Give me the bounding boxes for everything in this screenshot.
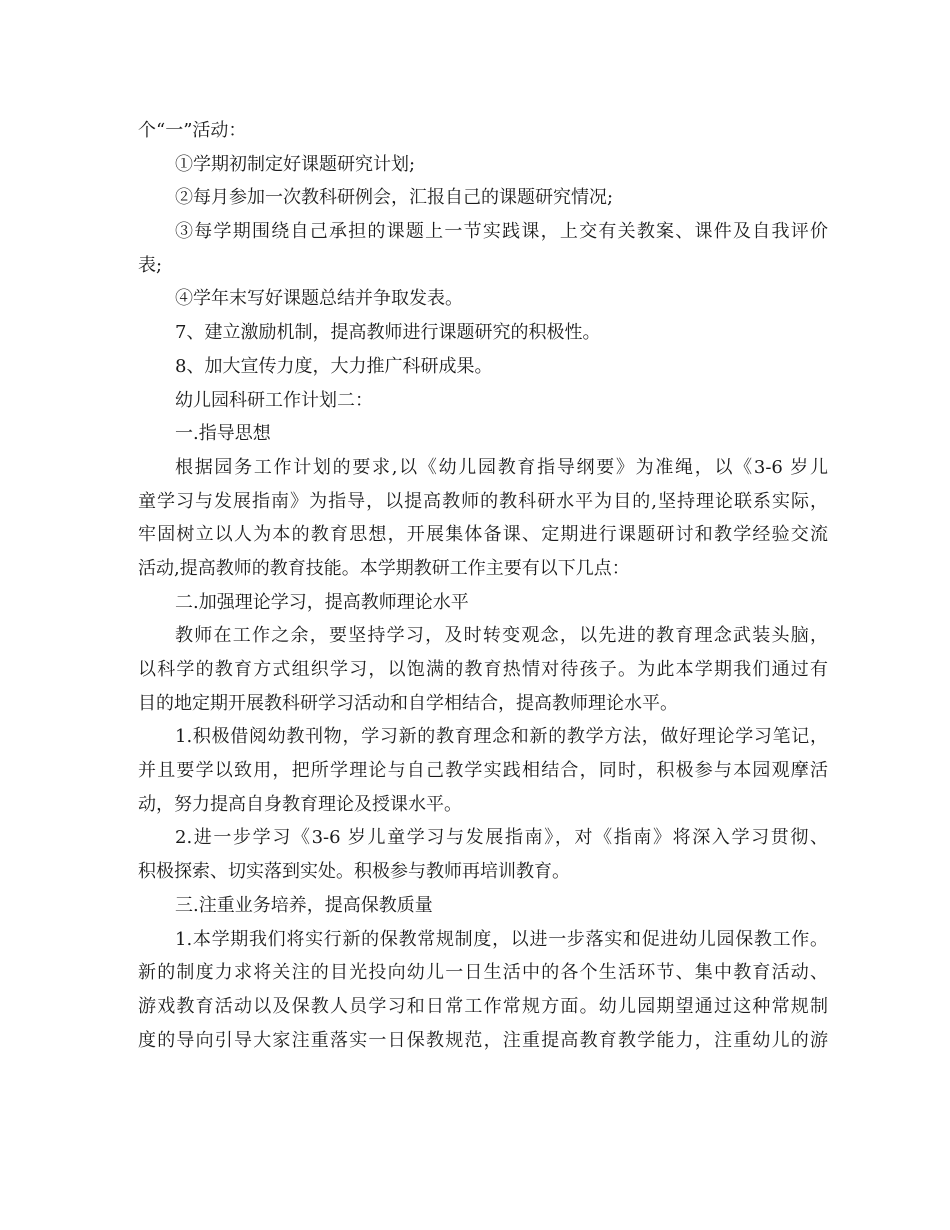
text-line: 并且要学以致用，把所学理论与自己教学实践相结合，同时，积极参与本园观摩活: [138, 760, 828, 782]
text-line: 活动,提高教师的教育技能。本学期教研工作主要有以下几点：: [138, 557, 630, 579]
text-line: 以科学的教育方式组织学习，以饱满的教育热情对待孩子。为此本学期我们通过有: [138, 659, 828, 680]
text-line: 积极探索、切实落到实处。积极参与教师再培训教育。: [138, 861, 570, 883]
text-line: 牢固树立以人为本的教育思想，开展集体备课、定期进行课题研讨和教学经验交流: [138, 524, 828, 546]
text-line: 三.注重业务培养，提高保教质量: [175, 894, 433, 916]
text-line: 1.积极借阅幼教刊物，学习新的教育理念和新的教学方法，做好理论学习笔记，: [175, 726, 828, 748]
text-line: 个“一”活动：: [138, 120, 247, 141]
text-line: 表;: [138, 254, 163, 276]
text-line: 童学习与发展指南》为指导，以提高教师的教科研水平为目的,坚持理论联系实际，: [138, 490, 828, 512]
text-line: 二.加强理论学习，提高教师理论水平: [175, 591, 469, 613]
text-line: ③每学期围绕自己承担的课题上一节实践课，上交有关教案、课件及自我评价: [175, 221, 828, 243]
text-line: ④学年末写好课题总结并争取发表。: [175, 288, 463, 310]
text-line: 度的导向引导大家注重落实一日保教规范，注重提高教育教学能力，注重幼儿的游: [138, 1029, 828, 1051]
text-line: 幼儿园科研工作计划二：: [175, 389, 373, 411]
text-line: 游戏教育活动以及保教人员学习和日常工作常规方面。幼儿园期望通过这种常规制: [138, 995, 828, 1017]
text-line: ②每月参加一次教科研例会，汇报自己的课题研究情况;: [175, 187, 614, 209]
text-line: 2.进一步学习《3-6 岁儿童学习与发展指南》，对《指南》将深入学习贯彻、: [175, 827, 828, 849]
text-line: 新的制度力求将关注的目光投向幼儿一日生活中的各个生活环节、集中教育活动、: [138, 962, 828, 984]
text-line: 8、加大宣传力度，大力推广科研成果。: [175, 355, 493, 377]
text-line: 目的地定期开展教科研学习活动和自学相结合，提高教师理论水平。: [138, 692, 678, 714]
text-line: 1.本学期我们将实行新的保教常规制度，以进一步落实和促进幼儿园保教工作。: [175, 928, 828, 950]
text-line: 根据园务工作计划的要求,以《幼儿园教育指导纲要》为准绳，以《3-6 岁儿: [175, 456, 828, 478]
text-line: 动，努力提高自身教育理论及授课水平。: [138, 793, 462, 815]
text-line: 教师在工作之余，要坚持学习，及时转变观念，以先进的教育理念武装头脑，: [175, 625, 828, 647]
text-line: 一.指导思想: [175, 423, 271, 445]
text-line: 7、建立激励机制，提高教师进行课题研究的积极性。: [175, 322, 601, 344]
document-body: [138, 114, 828, 1057]
text-line: ①学期初制定好课题研究计划;: [175, 153, 416, 175]
